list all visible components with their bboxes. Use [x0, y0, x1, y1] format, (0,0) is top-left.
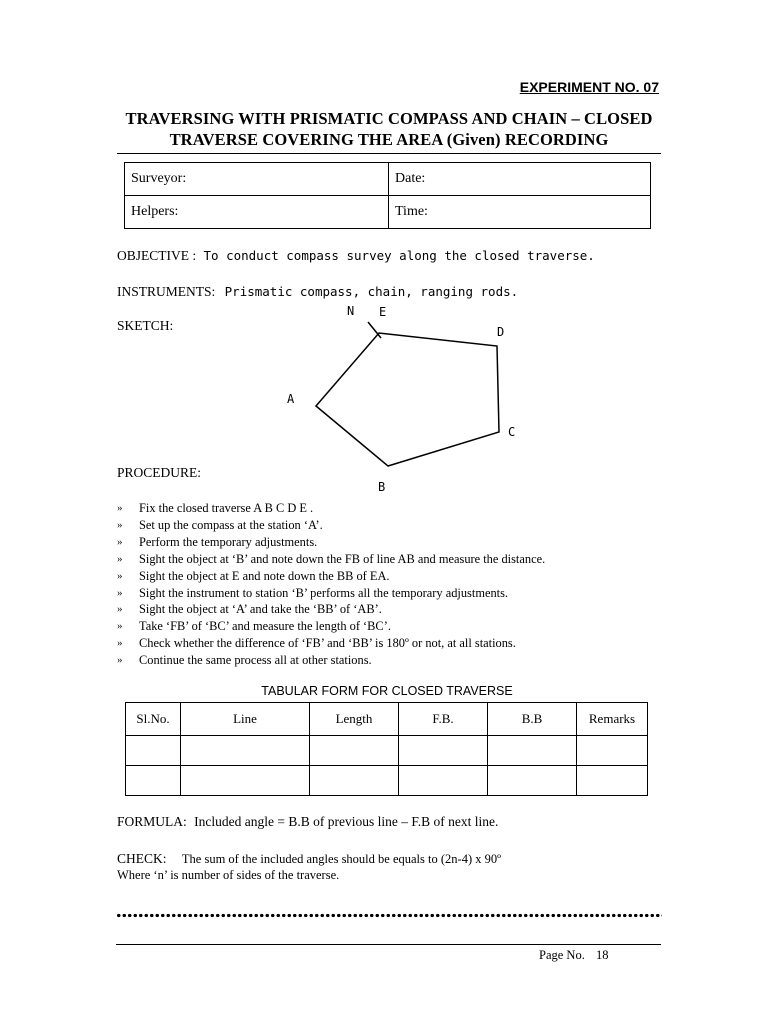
sketch-label: SKETCH:	[117, 318, 174, 333]
page-label: Page No.	[539, 948, 585, 962]
procedure-step-text: Perform the temporary adjustments.	[139, 534, 318, 549]
procedure-step	[117, 618, 545, 635]
instruments-text: Prismatic compass, chain, ranging rods.	[224, 284, 519, 299]
table-cell	[399, 766, 488, 796]
objective-label: OBJECTIVE :	[117, 248, 197, 263]
table-cell	[181, 766, 310, 796]
header-bb: B.B	[488, 703, 577, 736]
table-caption: TABULAR FORM FOR CLOSED TRAVERSE	[261, 684, 513, 698]
station-c-label: C	[508, 425, 516, 439]
procedure-step-text: Check whether the difference of ‘FB’ and ‘BB’ is 180º or not, at all stations.	[139, 636, 516, 651]
header-length: Length	[310, 703, 399, 736]
bullet-icon: »	[117, 637, 123, 650]
bullet-icon: »	[117, 603, 123, 616]
bullet-icon: »	[117, 620, 123, 633]
bullet-icon: »	[117, 535, 123, 548]
table-row	[126, 736, 648, 766]
north-arrow-line	[368, 322, 381, 338]
procedure-step-text: Set up the compass at the station ‘A’.	[139, 517, 323, 532]
procedure-step	[117, 635, 545, 652]
page-number	[539, 948, 608, 963]
procedure-step-text: Sight the object at E and note down the BB of EA.	[139, 568, 390, 583]
instruments-label: INSTRUMENTS:	[117, 284, 216, 299]
table-cell	[310, 736, 399, 766]
station-a-label: A	[287, 392, 295, 406]
table-cell	[310, 766, 399, 796]
bullet-icon: »	[117, 552, 123, 565]
north-label: N	[347, 304, 355, 318]
procedure-step-text: Take ‘FB’ of ‘BC’ and measure the length of ‘BC’.	[139, 619, 391, 634]
table-cell	[577, 766, 648, 796]
bullet-icon: »	[117, 569, 123, 582]
procedure-step	[117, 568, 545, 585]
procedure-step	[117, 500, 545, 517]
check-note: Where ‘n’ is number of sides of the traverse.	[117, 868, 340, 882]
table-cell	[488, 736, 577, 766]
helpers-cell: Helpers:	[125, 196, 389, 229]
procedure-label: PROCEDURE:	[117, 465, 202, 480]
bullet-icon: »	[117, 502, 123, 514]
check-text: The sum of the included angles should be equals to (2n-4) x 90º	[181, 852, 501, 866]
station-d-label: D	[497, 325, 505, 339]
table-row	[126, 766, 648, 796]
table-cell	[126, 736, 181, 766]
traverse-table	[125, 702, 648, 796]
time-cell: Time:	[389, 196, 651, 229]
formula	[117, 814, 498, 830]
station-e-label: E	[379, 305, 387, 319]
formula-label: FORMULA:	[117, 814, 187, 829]
title-line-1: TRAVERSING WITH PRISMATIC COMPASS AND CHAIN – CLOSED	[125, 109, 653, 128]
header-remarks: Remarks	[577, 703, 648, 736]
check-label: CHECK:	[117, 851, 167, 866]
table-cell	[181, 736, 310, 766]
station-b-label: B	[378, 480, 386, 494]
procedure-step-text: Fix the closed traverse A B C D E .	[139, 501, 314, 515]
header-fb: F.B.	[399, 703, 488, 736]
procedure-step-text: Sight the object at ‘B’ and note down the FB of line AB and measure the distance.	[139, 551, 546, 566]
procedure-step-text: Continue the same process all at other stations.	[139, 653, 372, 668]
header-sl-no: Sl.No.	[126, 703, 181, 736]
table-cell	[488, 766, 577, 796]
procedure-step-text: Sight the instrument to station ‘B’ performs all the temporary adjustments.	[139, 585, 509, 600]
experiment-number: EXPERIMENT NO. 07	[519, 79, 659, 95]
dotted-separator	[116, 912, 662, 919]
header-line: Line	[181, 703, 310, 736]
surveyor-cell: Surveyor:	[125, 163, 389, 196]
bullet-icon: »	[117, 586, 123, 599]
procedure-step	[117, 534, 545, 551]
procedure-step	[117, 551, 545, 568]
procedure-step	[117, 652, 545, 669]
date-cell: Date:	[389, 163, 651, 196]
traverse-polygon	[316, 333, 499, 466]
footer-rule	[116, 944, 661, 945]
page-number-value: 18	[595, 948, 609, 962]
procedure-step	[117, 601, 545, 618]
formula-text: Included angle = B.B of previous line – F.B of next line.	[194, 814, 499, 829]
table-header-row	[126, 703, 648, 736]
procedure-step	[117, 585, 545, 602]
table-cell	[399, 736, 488, 766]
bullet-icon: »	[117, 654, 123, 667]
title-line-2: TRAVERSE COVERING THE AREA (Given) RECORDING	[169, 130, 609, 149]
table-cell	[577, 736, 648, 766]
procedure-step-text: Sight the object at ‘A’ and take the ‘BB’ of ‘AB’.	[139, 602, 382, 617]
check	[117, 851, 501, 883]
procedure-step	[117, 517, 545, 534]
bullet-icon: »	[117, 518, 123, 531]
procedure-list	[117, 500, 545, 669]
table-cell	[126, 766, 181, 796]
objective-text: To conduct compass survey along the closed traverse.	[203, 248, 595, 263]
